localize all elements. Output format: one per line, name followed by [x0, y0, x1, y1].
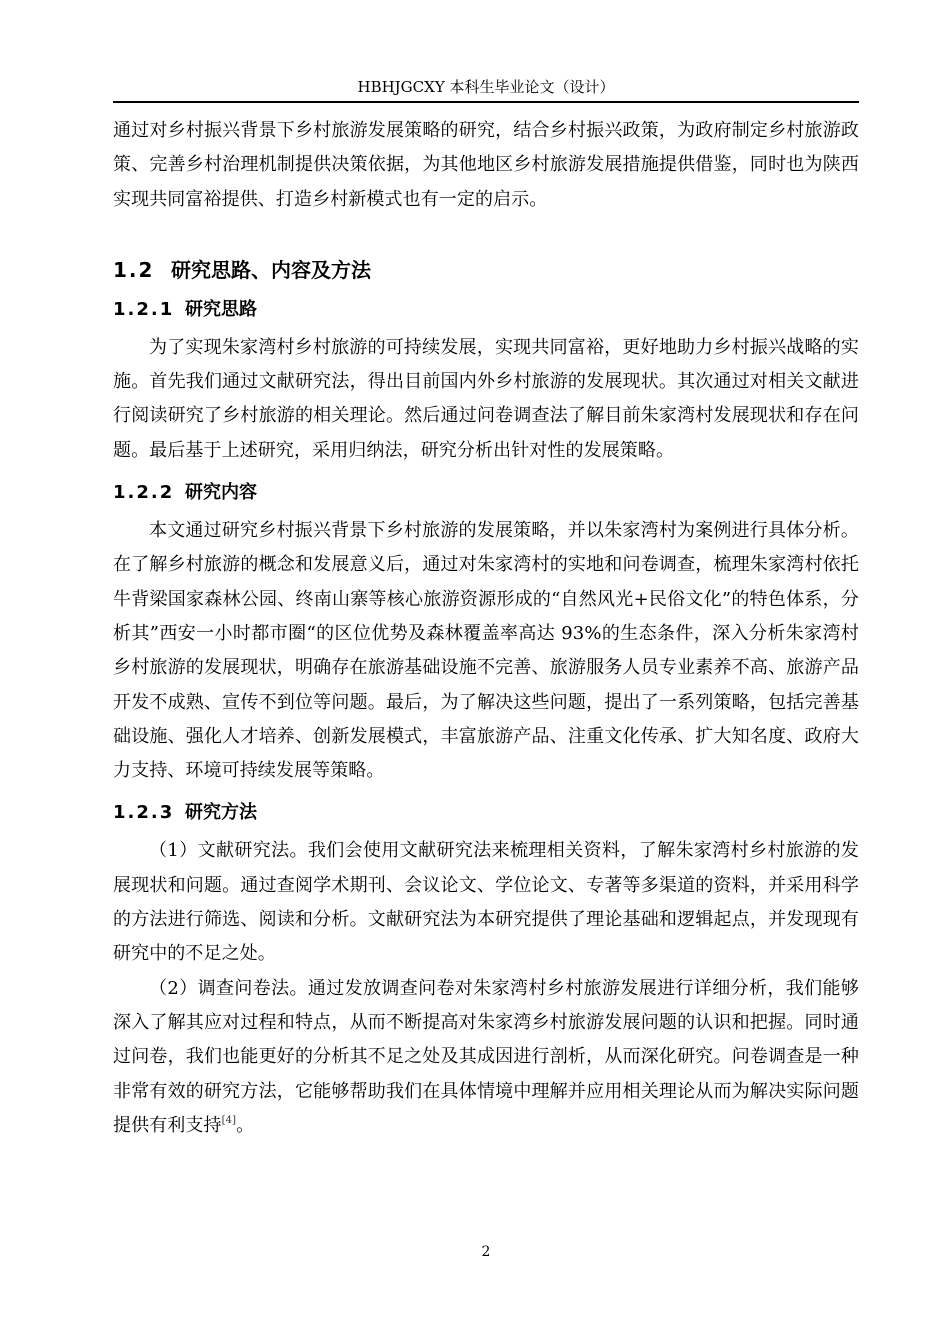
- section-title: 研究思路、内容及方法: [171, 257, 371, 282]
- section-heading-1-2-1: [113, 291, 859, 331]
- subsection-title: 研究思路: [185, 298, 257, 320]
- research-approach-paragraph: 为了实现朱家湾村乡村旅游的可持续发展，实现共同富裕，更好地助力乡村振兴战略的实施。首先我们通过文献研究法，得出目前国内外乡村旅游的发展现状。其次通过对相关文献进行阅读研究了乡村旅游的相关理论。然后通过问卷调查法了解目前朱家湾村发展现状和存在问题。最后基于上述研究，采用归纳法，研究分析出针对性的发展策略。: [113, 336, 859, 461]
- subsection-number: 1.2.2: [113, 482, 175, 504]
- research-content-paragraph: 本文通过研究乡村振兴背景下乡村旅游的发展策略，并以朱家湾村为案例进行具体分析。在了解乡村旅游的概念和发展意义后，通过对朱家湾村的实地和问卷调查，梳理朱家湾村依托牛背梁国家森林公园、终南山寨等核心旅游资源形成的“自然风光+民俗文化”的特色体系，分析其”西安一小时都市圈“的区位优势及森林覆盖率高达 93%的生态条件，深入分析朱家湾村乡村旅游的发展现状，明确存在旅游基础设施不完善、旅游服务人员专业素养不高、旅游产品开发不成熟、宣传不到位等问题。最后，为了解决这些问题，提出了一系列策略，包括完善基础设施、强化人才培养、创新发展模式，丰富旅游产品、注重文化传承、扩大知名度、政府大力支持、环境可持续发展等策略。: [113, 520, 859, 782]
- header-divider: [113, 101, 859, 103]
- section-heading-1-2-3: [113, 788, 859, 834]
- page-number: 2: [481, 1244, 491, 1260]
- document-body: [113, 114, 859, 1143]
- citation-reference: [4]: [221, 1114, 237, 1126]
- literature-method-paragraph: （1）文献研究法。我们会使用文献研究法来梳理相关资料，了解朱家湾村乡村旅游的发展现状和问题。通过查阅学术期刊、会议论文、学位论文、专著等多渠道的资料，并采用科学的方法进行筛选、阅读和分析。文献研究法为本研究提供了理论基础和逻辑起点，并发现现有研究中的不足之处。: [113, 840, 859, 965]
- subsection-number: 1.2.3: [113, 802, 175, 824]
- questionnaire-text: （2）调查问卷法。通过发放调查问卷对朱家湾村乡村旅游发展进行详细分析，我们能够深入了解其应对过程和特点，从而不断提高对朱家湾乡村旅游发展问题的认识和把握。同时通过问卷，我们也能更好的分析其不足之处及其成因进行剖析，从而深化研究。问卷调查是一种非常有效的研究方法，它能够帮助我们在具体情境中理解并应用相关理论从而为解决实际问题提供有利支持: [113, 977, 859, 1136]
- page-header: HBHJGCXY 本科生毕业论文（设计）: [357, 78, 615, 96]
- subsection-title: 研究内容: [185, 482, 257, 504]
- section-heading-1-2: [113, 217, 859, 291]
- opening-paragraph: 通过对乡村振兴背景下乡村旅游发展策略的研究，结合乡村振兴政策，为政府制定乡村旅游政策、完善乡村治理机制提供决策依据，为其他地区乡村旅游发展措施提供借鉴，同时也为陕西实现共同富裕提供、打造乡村新模式也有一定的启示。: [113, 120, 859, 210]
- section-number: 1.2: [113, 257, 155, 282]
- subsection-title: 研究方法: [185, 802, 257, 824]
- questionnaire-method-paragraph: [113, 972, 859, 1143]
- sentence-end: 。: [236, 1114, 255, 1136]
- subsection-number: 1.2.1: [113, 298, 175, 320]
- section-heading-1-2-2: [113, 468, 859, 514]
